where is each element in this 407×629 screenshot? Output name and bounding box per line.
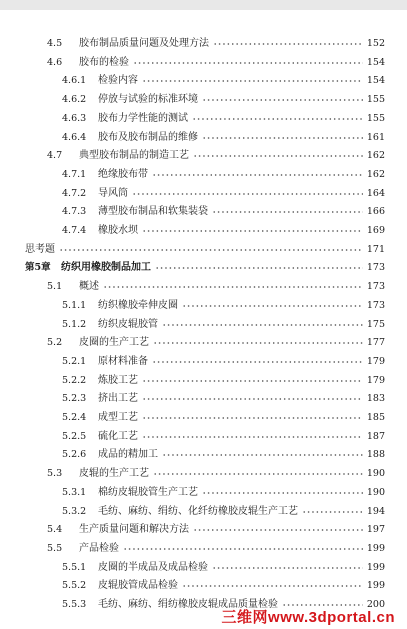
toc-entry-title: 停放与试验的标准环境 xyxy=(98,94,198,106)
toc-entry-title: 胶布制品质量问题及处理方法 xyxy=(79,38,209,49)
toc-entry-number: 第5章 xyxy=(25,262,51,274)
toc-entry-title: 概述 xyxy=(79,281,99,293)
toc-entry-number: 5.1.1 xyxy=(62,299,87,311)
toc-row xyxy=(47,466,385,482)
dot-leader xyxy=(142,80,363,82)
toc-page-number: 190 xyxy=(366,468,385,480)
toc-entry-title: 生产质量问题和解决方法 xyxy=(79,524,189,536)
toc-row xyxy=(62,391,385,407)
toc-entry-title: 思考题 xyxy=(25,243,55,255)
toc-row xyxy=(47,279,385,295)
toc-chapter-row xyxy=(25,260,385,276)
watermark xyxy=(0,604,407,629)
toc-row xyxy=(62,504,385,520)
toc-page-number: 171 xyxy=(366,243,385,255)
toc-row xyxy=(62,204,385,220)
toc-entry-title: 纺织橡胶牵伸皮圈 xyxy=(98,299,178,311)
dot-leader xyxy=(193,529,363,531)
toc-page-number: 173 xyxy=(366,281,385,293)
toc-row xyxy=(62,73,385,89)
toc-row xyxy=(47,36,385,52)
toc-entry-number: 4.6 xyxy=(47,56,63,68)
toc-entry-title: 导风筒 xyxy=(98,187,128,199)
toc-entry-title: 纺织皮辊胶管 xyxy=(98,318,158,330)
dot-leader xyxy=(142,417,363,419)
toc-page-number: 155 xyxy=(366,112,385,124)
toc-entry-number: 4.7.3 xyxy=(62,206,87,218)
toc-page-number: 188 xyxy=(366,449,385,461)
toc-page-number: 162 xyxy=(366,150,385,162)
toc-row xyxy=(62,298,385,314)
toc-entry-number: 5.5.1 xyxy=(62,561,87,573)
toc-entry-title: 皮辊胶管成品检验 xyxy=(98,580,178,592)
toc-entry-title: 皮圈的生产工艺 xyxy=(79,337,149,349)
toc-entry-title: 棉纺皮辊胶管生产工艺 xyxy=(98,486,198,498)
toc-entry-number: 5.4 xyxy=(47,524,63,536)
toc-entry-title: 胶布的检验 xyxy=(79,56,129,68)
dot-leader xyxy=(142,436,363,438)
toc-entry-number: 4.6.1 xyxy=(62,75,87,87)
dot-leader xyxy=(153,473,363,475)
toc-page-number: 190 xyxy=(366,486,385,498)
toc-entry-title: 毛纺、麻纺、绢纺、化纤纺橡胶皮辊生产工艺 xyxy=(98,505,298,517)
toc-entry-title: 胶布力学性能的测试 xyxy=(98,112,188,124)
toc-entry-number: 5.3.1 xyxy=(62,486,87,498)
toc-row xyxy=(62,167,385,183)
toc-row xyxy=(62,130,385,146)
toc-row xyxy=(47,55,385,71)
toc-entry-title: 典型胶布制品的制造工艺 xyxy=(79,150,189,162)
toc-entry-number: 5.2.4 xyxy=(62,412,87,423)
toc-page-number: 154 xyxy=(366,75,385,87)
dot-leader xyxy=(153,342,363,344)
dot-leader xyxy=(162,454,363,456)
toc-entry-number: 5.2.2 xyxy=(62,374,87,386)
toc-page-number: 152 xyxy=(366,38,385,49)
toc-entry-number: 4.5 xyxy=(47,38,63,49)
toc-entry-title: 检验内容 xyxy=(98,75,138,87)
dot-leader xyxy=(212,211,363,213)
toc-entry-title: 挤出工艺 xyxy=(98,393,138,405)
toc-page-number: 183 xyxy=(366,393,385,405)
toc-page-number: 175 xyxy=(366,318,385,330)
toc-entry-number: 5.2.6 xyxy=(62,449,87,461)
toc-entry-number: 5.3 xyxy=(47,468,63,480)
toc-entry-title: 原材料准备 xyxy=(98,355,148,367)
dot-leader xyxy=(132,193,363,195)
toc-page-number: 154 xyxy=(366,56,385,68)
toc-entry-number: 5.2.1 xyxy=(62,355,87,367)
toc-entry-number: 5.3.2 xyxy=(62,505,87,517)
toc-row xyxy=(62,560,385,576)
toc-row xyxy=(62,429,385,445)
dot-leader xyxy=(133,62,363,64)
dot-leader xyxy=(302,511,363,513)
toc-entry-title: 炼胶工艺 xyxy=(98,374,138,386)
toc-entry-number: 5.2.3 xyxy=(62,393,87,405)
dot-leader xyxy=(142,230,363,232)
toc-entry-number: 5.5 xyxy=(47,542,63,554)
dot-leader xyxy=(103,286,363,288)
toc-row xyxy=(62,578,385,594)
toc-row xyxy=(62,317,385,333)
toc-entry-title: 毛纺、麻纺、绢纺橡胶皮辊成品质量检验 xyxy=(98,599,278,610)
toc-page-number: 155 xyxy=(366,94,385,106)
toc-entry-title: 皮辊的生产工艺 xyxy=(79,468,149,480)
toc-entry-title: 成型工艺 xyxy=(98,412,138,423)
toc-page-number: 194 xyxy=(366,505,385,517)
toc-row xyxy=(62,186,385,202)
toc-entry-title: 成品的精加工 xyxy=(98,449,158,461)
toc-page-number: 199 xyxy=(366,561,385,573)
toc-row xyxy=(62,92,385,108)
toc-page-number: 164 xyxy=(366,187,385,199)
toc-entry-title: 橡胶水坝 xyxy=(98,225,138,236)
toc-page-number: 185 xyxy=(366,412,385,423)
dot-leader xyxy=(202,492,363,494)
watermark-text: 三维网www.3dportal.cn xyxy=(221,609,395,626)
toc-entry-title: 产品检验 xyxy=(79,542,119,554)
toc-entry-number: 5.1 xyxy=(47,281,63,293)
toc-page-number: 161 xyxy=(366,131,385,143)
toc-row xyxy=(62,223,385,239)
toc-row xyxy=(62,354,385,370)
dot-leader xyxy=(213,43,363,45)
dot-leader xyxy=(152,174,363,176)
toc-entry-number: 4.7.2 xyxy=(62,187,87,199)
toc-entry-number: 4.7.4 xyxy=(62,225,87,236)
toc-row xyxy=(47,335,385,351)
toc-page-number: 199 xyxy=(366,580,385,592)
scan-edge xyxy=(0,0,407,10)
dot-leader xyxy=(193,155,363,157)
toc-entry-number: 5.2 xyxy=(47,337,63,349)
toc-page-number: 179 xyxy=(366,374,385,386)
toc-entry-number: 5.5.2 xyxy=(62,580,87,592)
toc-page-number: 162 xyxy=(366,168,385,180)
toc-entry-title: 胶布及胶布制品的维修 xyxy=(98,131,198,143)
dot-leader xyxy=(142,398,363,400)
toc-entry-number: 5.1.2 xyxy=(62,318,87,330)
toc-page-number: 169 xyxy=(366,225,385,236)
toc-page-number: 200 xyxy=(366,599,385,610)
toc-page-number: 187 xyxy=(366,430,385,442)
dot-leader xyxy=(182,585,363,587)
toc-row xyxy=(25,242,385,258)
dot-leader xyxy=(202,99,363,101)
dot-leader xyxy=(142,380,363,382)
dot-leader xyxy=(192,118,363,120)
toc-page-number: 179 xyxy=(366,355,385,367)
toc-entry-number: 5.5.3 xyxy=(62,599,87,610)
toc-row xyxy=(62,111,385,127)
toc-row xyxy=(47,541,385,557)
toc-row xyxy=(62,485,385,501)
toc-entry-title: 绝缘胶布带 xyxy=(98,168,148,180)
toc-entry-number: 4.6.4 xyxy=(62,131,87,143)
dot-leader xyxy=(182,305,363,307)
toc-row xyxy=(47,148,385,164)
toc-entry-title: 纺织用橡胶制品加工 xyxy=(61,262,151,274)
toc-entry-title: 薄型胶布制品和软集装袋 xyxy=(98,206,208,218)
toc-page-number: 177 xyxy=(366,337,385,349)
toc-page-number: 166 xyxy=(366,206,385,218)
toc-entry-number: 5.2.5 xyxy=(62,430,87,442)
toc-entry-number: 4.7 xyxy=(47,150,63,162)
toc-entry-title: 皮圈的半成品及成品检验 xyxy=(98,561,208,573)
dot-leader xyxy=(202,137,363,139)
toc-row xyxy=(62,410,385,426)
toc-row xyxy=(47,522,385,538)
toc-row xyxy=(62,447,385,463)
dot-leader xyxy=(59,249,363,251)
toc-page-number: 173 xyxy=(366,299,385,311)
toc-entry-number: 4.6.2 xyxy=(62,94,87,106)
toc-row xyxy=(62,373,385,389)
toc-page-number: 197 xyxy=(366,524,385,536)
toc-page-number: 199 xyxy=(366,542,385,554)
dot-leader xyxy=(152,361,363,363)
dot-leader xyxy=(123,548,363,550)
toc-entry-title: 硫化工艺 xyxy=(98,430,138,442)
dot-leader xyxy=(212,567,363,569)
dot-leader xyxy=(162,324,363,326)
dot-leader xyxy=(155,267,363,269)
toc-entry-number: 4.6.3 xyxy=(62,112,87,124)
toc-page-number: 173 xyxy=(366,262,385,274)
toc-entry-number: 4.7.1 xyxy=(62,168,87,180)
